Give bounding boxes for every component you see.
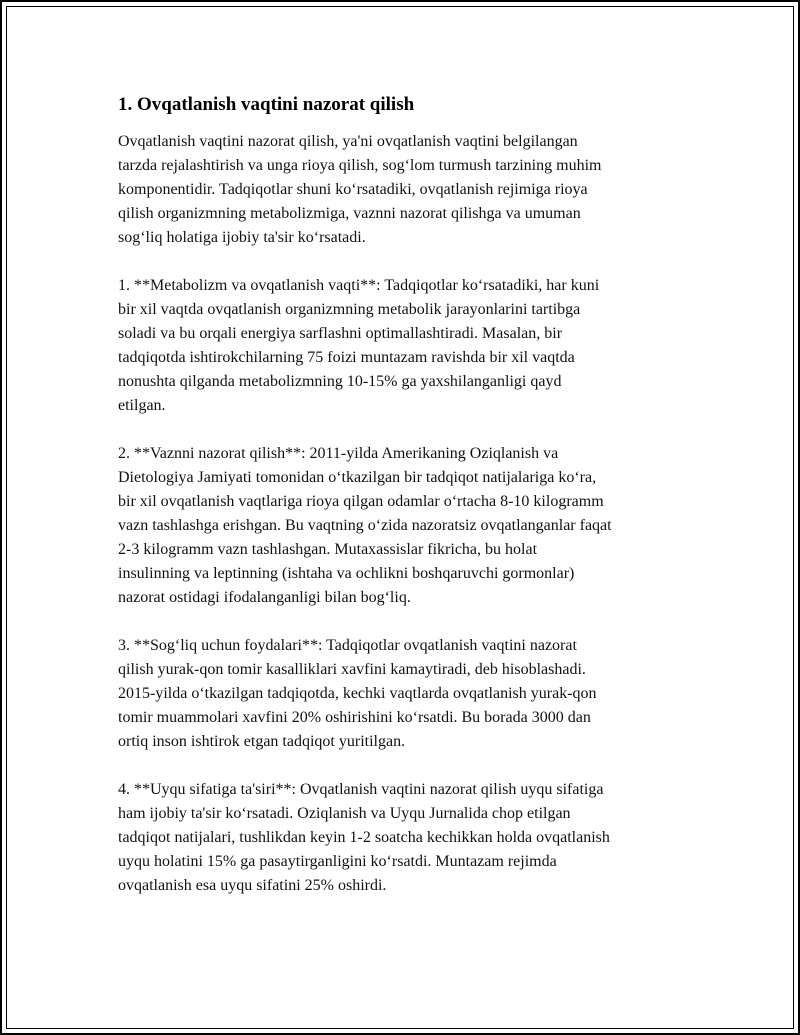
text-line: Ovqatlanish vaqtini nazorat qilish, ya'ni ovqatlanish vaqtini belgilangan [118, 133, 578, 150]
text-line: 2. **Vaznni nazorat qilish**: 2011-yilda Amerikaning Oziqlanish va [118, 445, 559, 462]
text-line: soladi va bu orqali energiya sarflashni optimallashtiradi. Masalan, bir [118, 325, 563, 342]
text-line: tarzda rejalashtirish va unga rioya qilish, sog‘lom turmush tarzining muhim [118, 157, 602, 174]
text-line: nonushta qilganda metabolizmning 10-15% ga yaxshilanganligi qayd [118, 373, 562, 390]
text-line: vazn tashlashga erishgan. Bu vaqtning o‘zida nazoratsiz ovqatlanganlar faqat [118, 517, 612, 534]
text-line: tomir muammolari xavfini 20% oshirishini ko‘rsatdi. Bu borada 3000 dan [118, 709, 591, 726]
text-line: ortiq inson ishtirok etgan tadqiqot yuritilgan. [118, 733, 406, 750]
health-benefits-paragraph [118, 634, 698, 754]
metabolism-paragraph [118, 274, 698, 418]
document-title: 1. Ovqatlanish vaqtini nazorat qilish [118, 94, 415, 115]
text-line: etilgan. [118, 397, 166, 414]
text-line: qilish yurak-qon tomir kasalliklari xavfini kamaytiradi, deb hisoblashadi. [118, 661, 586, 678]
text-line: ovqatlanish esa uyqu sifatini 25% oshirdi. [118, 877, 387, 894]
weight-control-paragraph [118, 442, 698, 610]
text-line: komponentidir. Tadqiqotlar shuni ko‘rsatadiki, ovqatlanish rejimiga rioya [118, 181, 588, 198]
sleep-quality-paragraph [118, 778, 698, 898]
text-line: insulinning va leptinning (ishtaha va ochlikni boshqaruvchi gormonlar) [118, 565, 575, 582]
text-line: qilish organizmning metabolizmiga, vaznni nazorat qilishga va umuman [118, 205, 581, 222]
text-line: nazorat ostidagi ifodalanganligi bilan bog‘liq. [118, 589, 411, 606]
text-line: 3. **Sog‘liq uchun foydalari**: Tadqiqotlar ovqatlanish vaqtini nazorat [118, 637, 577, 654]
text-line: tadqiqot natijalari, tushlikdan keyin 1-2 soatcha kechikkan holda ovqatlanish [118, 829, 610, 846]
text-line: bir xil vaqtda ovqatlanish organizmning metabolik jarayonlarini tartibga [118, 301, 581, 318]
text-line: ham ijobiy ta'sir ko‘rsatadi. Oziqlanish va Uyqu Jurnalida chop etilgan [118, 805, 571, 822]
text-line: 2015-yilda o‘tkazilgan tadqiqotda, kechki vaqtlarda ovqatlanish yurak-qon [118, 685, 597, 702]
text-line: Dietologiya Jamiyati tomonidan o‘tkazilgan bir tadqiqot natijalariga ko‘ra, [118, 469, 597, 486]
text-line: sog‘liq holatiga ijobiy ta'sir ko‘rsatadi. [118, 229, 366, 246]
text-line: 2-3 kilogramm vazn tashlashgan. Mutaxassislar fikricha, bu holat [118, 541, 538, 558]
intro-paragraph [118, 130, 698, 250]
text-line: uyqu holatini 15% ga pasaytirganligini ko‘rsatdi. Muntazam rejimda [118, 853, 557, 870]
text-line: tadqiqotda ishtirokchilarning 75 foizi muntazam ravishda bir xil vaqtda [118, 349, 575, 366]
document-body [118, 93, 698, 922]
text-line: 4. **Uyqu sifatiga ta'siri**: Ovqatlanish vaqtini nazorat qilish uyqu sifatiga [118, 781, 604, 798]
text-line: 1. **Metabolizm va ovqatlanish vaqti**: Tadqiqotlar ko‘rsatadiki, har kuni [118, 277, 600, 294]
text-line: bir xil ovqatlanish vaqtlariga rioya qilgan odamlar o‘rtacha 8-10 kilogramm [118, 493, 604, 510]
